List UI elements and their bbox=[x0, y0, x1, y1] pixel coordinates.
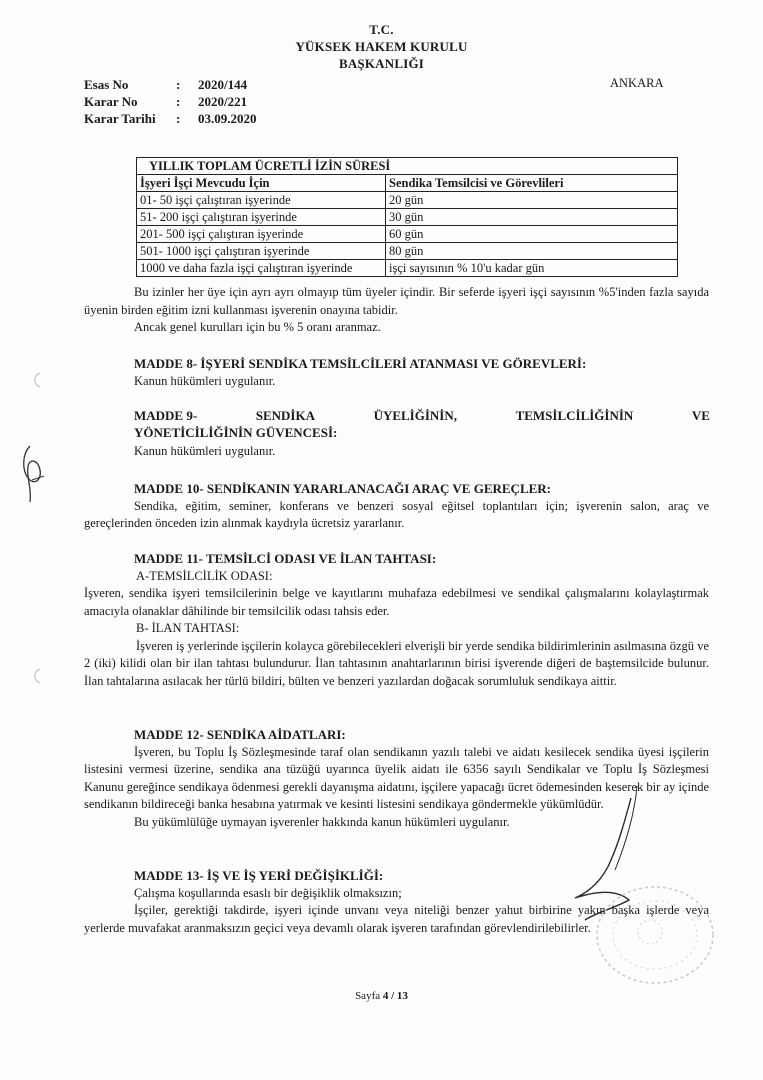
article-heading-part: YÖNETİCİLİĞİNİN GÜVENCESİ: bbox=[134, 425, 338, 440]
article-heading: MADDE 10- SENDİKANIN YARARLANACAĞI ARAÇ VE GEREÇLER: bbox=[134, 481, 552, 496]
table-cell: 501- 1000 işçi çalıştıran işyerinde bbox=[137, 243, 386, 260]
table-row bbox=[137, 260, 678, 277]
paragraph: İşçiler, gerektiği takdirde, işyeri içinde unvanı veya niteliği benzer yahut birbirine yakın başka işlerde veya yerlerde muvafakat aranmaksızın geçici veya devamlı olarak işveren tarafından görevlendirilebilirler. bbox=[84, 903, 709, 935]
case-meta bbox=[84, 76, 257, 127]
tarih-label: Karar Tarihi bbox=[84, 111, 156, 126]
karar-label: Karar No bbox=[84, 94, 138, 109]
page-separator: / bbox=[391, 990, 395, 1002]
madde-10 bbox=[84, 480, 709, 533]
colon: : bbox=[176, 77, 181, 92]
madde-11 bbox=[84, 550, 709, 690]
city: ANKARA bbox=[610, 76, 664, 90]
header-institution: YÜKSEK HAKEM KURULU bbox=[295, 39, 468, 54]
article-heading-part: VE bbox=[691, 408, 710, 423]
table-cell: 201- 500 işçi çalıştıran işyerinde bbox=[137, 226, 386, 243]
paragraph: Kanun hükümleri uygulanır. bbox=[134, 373, 276, 388]
subheading: B- İLAN TAHTASI: bbox=[136, 621, 240, 635]
leave-table bbox=[136, 157, 678, 277]
paragraph: Çalışma koşullarında esaslı bir değişiklik olmaksızın; bbox=[134, 885, 402, 900]
header-office: BAŞKANLIĞI bbox=[338, 56, 425, 71]
paragraph: Bu yükümlülüğe uymayan işverenler hakkında kanun hükümleri uygulanır. bbox=[134, 814, 510, 829]
table-row bbox=[137, 243, 678, 260]
total-pages: 13 bbox=[396, 990, 408, 1002]
paragraph: Sendika, eğitim, seminer, konferans ve benzeri sosyal eğitsel toplantıları için; işverenin salon, araç ve gereçlerinden önceden izin alınmak kaydıyla ücretsiz yararlanır. bbox=[84, 498, 709, 530]
karar-value: 2020/221 bbox=[198, 94, 248, 109]
header-tc: T.C. bbox=[369, 22, 394, 37]
article-heading: MADDE 12- SENDİKA AİDATLARI: bbox=[134, 727, 346, 742]
table-row bbox=[137, 209, 678, 226]
table-cell: 1000 ve daha fazla işçi çalıştıran işyerinde bbox=[137, 260, 386, 277]
paragraph: İşveren iş yerlerinde işçilerin kolayca görebilecekleri elverişli bir yerde sendika bildirimlerinin asılmasına özgü ve 2 (iki) kilidi olan bir ilan tahtası bulundurur. İlan tahtasının anahtarlarının birisi işverende diğeri de baştemsilcide bulunur. İlan tahtalarına asılacak her türlü bildiri, bülten ve benzeri yazılardan doğacak sorumluluk sendikaya aittir. bbox=[84, 638, 709, 688]
colon: : bbox=[176, 111, 181, 126]
table-header-col2: Sendika Temsilcisi ve Görevlileri bbox=[386, 175, 678, 192]
table-cell: 51- 200 işçi çalıştıran işyerinde bbox=[137, 209, 386, 226]
paragraph: Ancak genel kurulları için bu % 5 oranı aranmaz. bbox=[134, 320, 381, 334]
table-cell: 30 gün bbox=[386, 209, 678, 226]
page-number bbox=[0, 990, 763, 1002]
punch-mark-icon bbox=[30, 668, 42, 684]
official-stamp-icon bbox=[590, 880, 720, 990]
table-cell: 60 gün bbox=[386, 226, 678, 243]
paragraph: İşveren, bu Toplu İş Sözleşmesinde taraf olan sendikanın yazılı talebi ve aidatı kesilecek sendika üyesi işçilerin listesini vermesi üzerine, sendika ana tüzüğü uyarınca üyelik aidatı ile 6356 sayılı Sendikalar ve Toplu İş Sözleşmesi Kanunu gereğince sendikaya ödenmesi gerekli dayanışma aidatını, işçilere yapacağı ücret ödemesinden keserek bir ay içinde sendikanın bildireceği banka hesabına yatırmak ve kesinti listesini sendikaya göndermekle yükümlüdür. bbox=[84, 744, 709, 811]
madde-9-text bbox=[84, 443, 709, 461]
leave-notes bbox=[84, 284, 709, 337]
tarih-value: 03.09.2020 bbox=[198, 111, 257, 126]
subheading: A-TEMSİLCİLİK ODASI: bbox=[136, 568, 273, 583]
article-heading-part: MADDE 9- bbox=[134, 408, 198, 423]
current-page: 4 bbox=[382, 990, 389, 1002]
madde-9-heading bbox=[134, 407, 710, 441]
paragraph: Bu izinler her üye için ayrı ayrı olmayıp tüm üyeler içindir. Bir seferde işyeri işçi sayısının %5'inden fazla sayıda üyenin birden eğitim izni kullanması işverenin onayına tabidir. bbox=[84, 285, 709, 317]
paragraph: Kanun hükümleri uygulanır. bbox=[134, 444, 276, 458]
colon: : bbox=[176, 94, 181, 109]
margin-signature-icon bbox=[18, 440, 52, 510]
article-heading-part: ÜYELİĞİNİN, bbox=[373, 408, 457, 423]
madde-8 bbox=[84, 355, 709, 390]
article-heading: MADDE 8- İŞYERİ SENDİKA TEMSİLCİLERİ ATANMASI VE GÖREVLERİ: bbox=[134, 356, 587, 371]
table-cell: 80 gün bbox=[386, 243, 678, 260]
esas-value: 2020/144 bbox=[198, 77, 248, 92]
table-header-col1: İşyeri İşçi Mevcudu İçin bbox=[137, 175, 386, 192]
table-row bbox=[137, 226, 678, 243]
article-heading-part: SENDİKA bbox=[255, 408, 315, 423]
table-cell: işçi sayısının % 10'u kadar gün bbox=[386, 260, 678, 277]
table-row bbox=[137, 192, 678, 209]
esas-label: Esas No bbox=[84, 77, 129, 92]
table-cell: 20 gün bbox=[386, 192, 678, 209]
article-heading: MADDE 13- İŞ VE İŞ YERİ DEĞİŞİKLİĞİ: bbox=[134, 868, 384, 883]
article-heading: MADDE 11- TEMSİLCİ ODASI VE İLAN TAHTASI: bbox=[134, 551, 437, 566]
table-title: YILLIK TOPLAM ÜCRETLİ İZİN SÜRESİ bbox=[137, 158, 678, 175]
article-heading-part: TEMSİLCİLİĞİNİN bbox=[515, 408, 634, 423]
page-label: Sayfa bbox=[355, 990, 381, 1002]
table-cell: 01- 50 işçi çalıştıran işyerinde bbox=[137, 192, 386, 209]
punch-mark-icon bbox=[30, 372, 42, 388]
paragraph: İşveren, sendika işyeri temsilcilerinin belge ve kayıtlarını muhafaza edebilmesi ve sendikal çalışmalarını kolaylaştırmak amacıyla olanaklar dâhilinde bir temsilcilik odası tahsis eder. bbox=[84, 586, 709, 618]
